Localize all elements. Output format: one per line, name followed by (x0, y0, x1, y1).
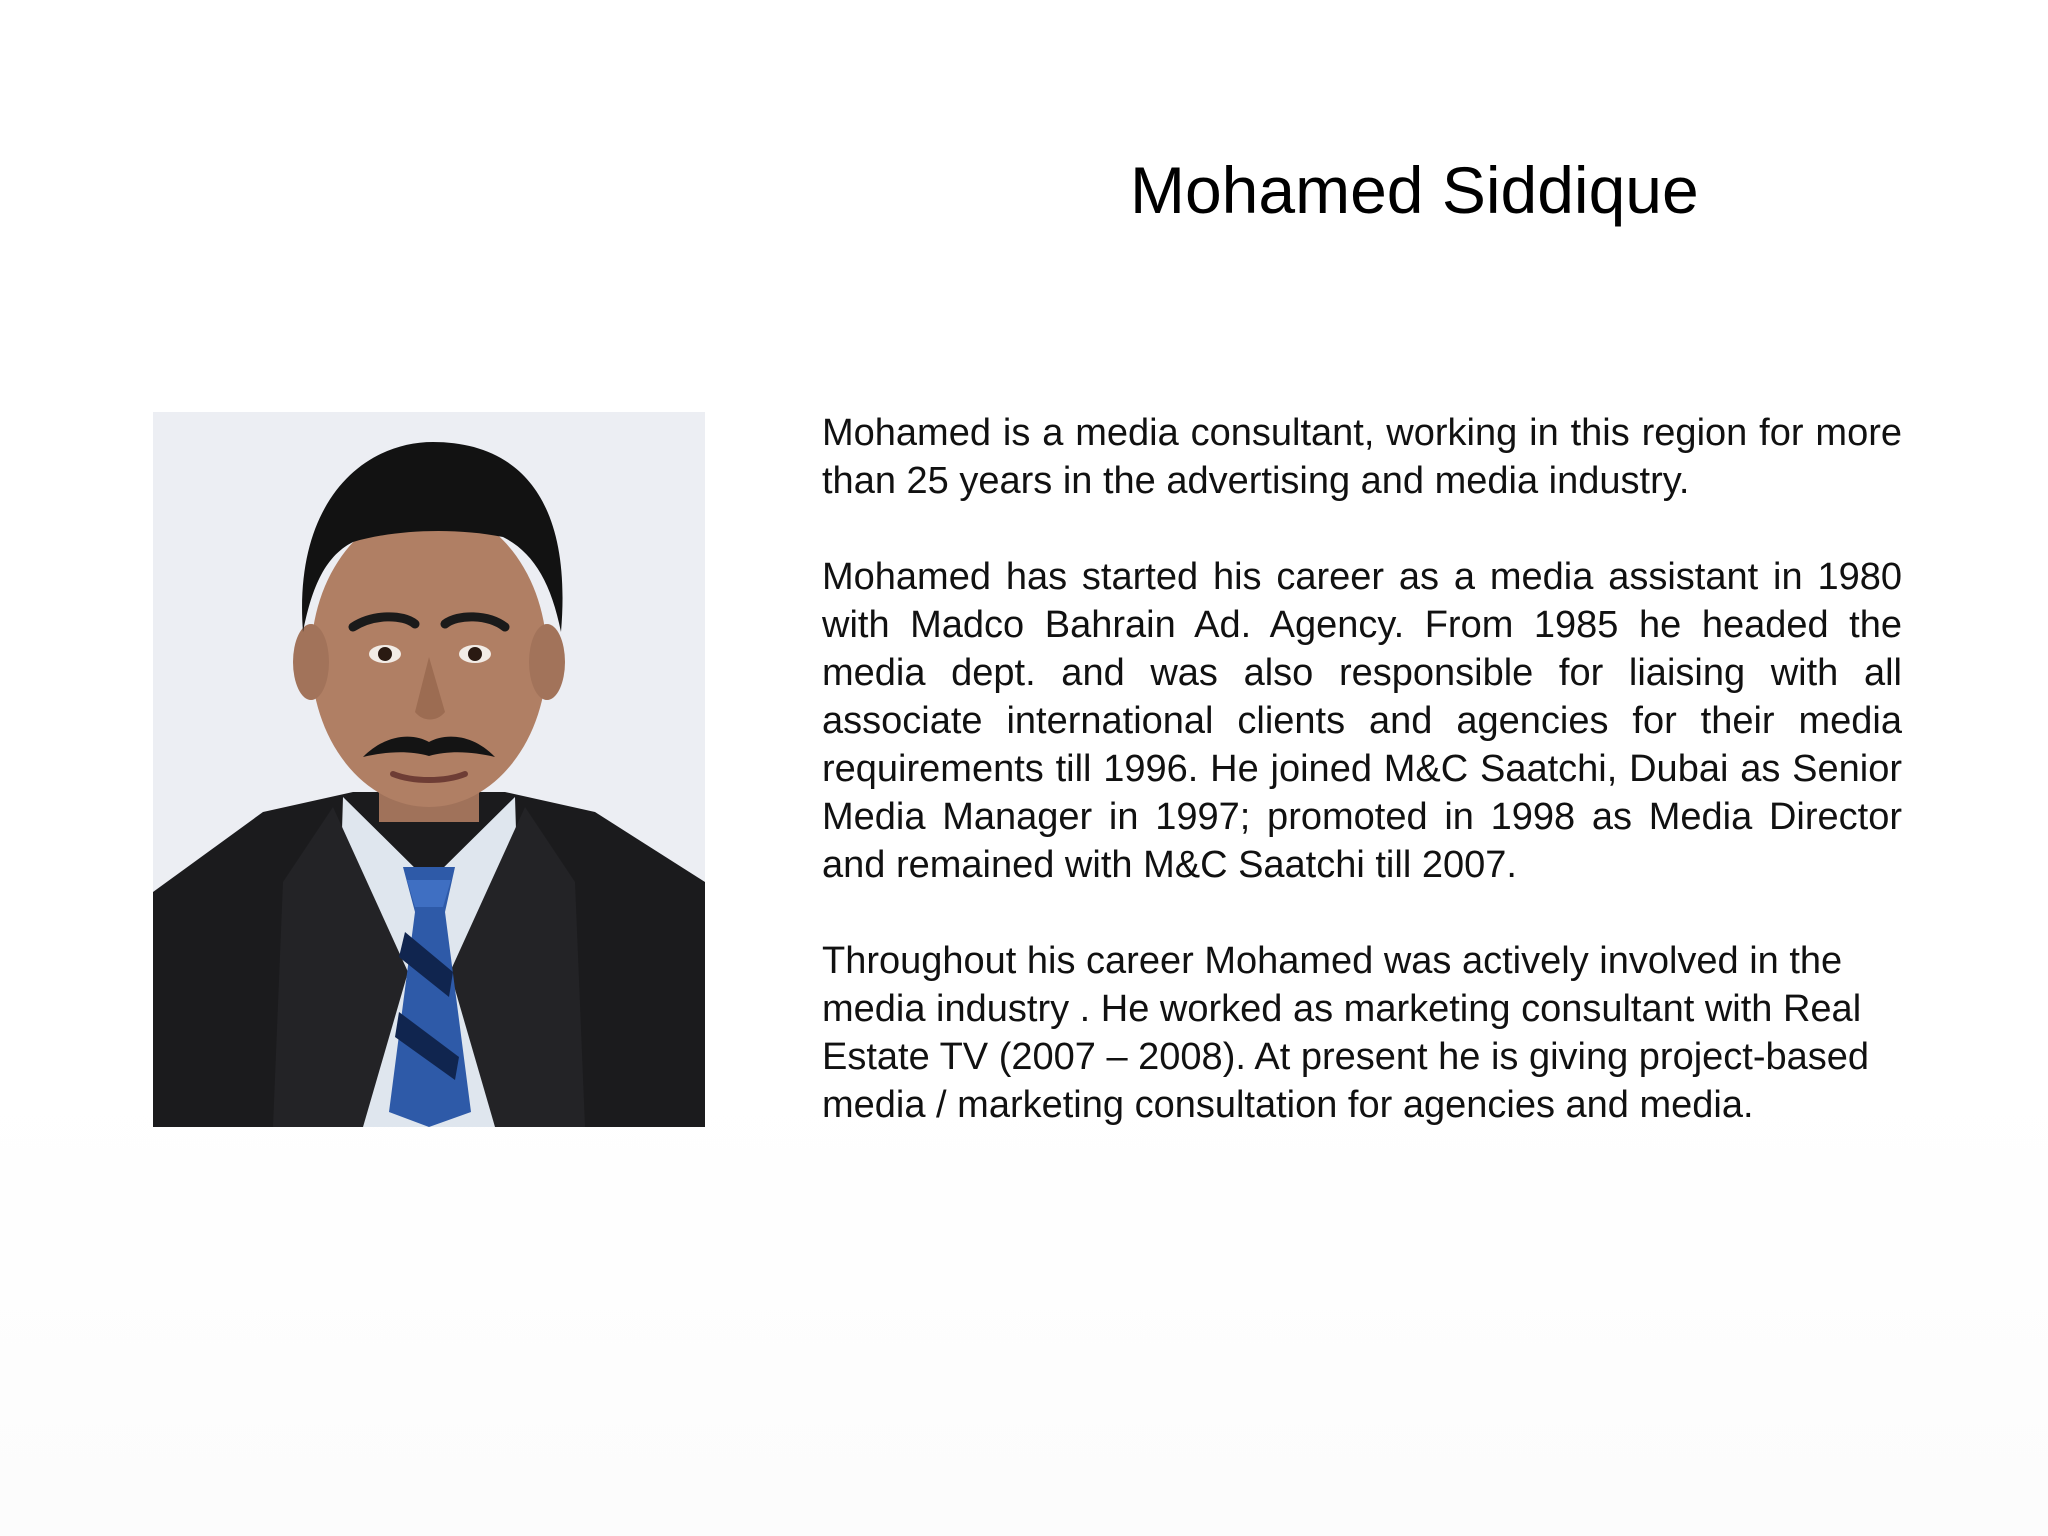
bio-paragraph: Mohamed is a media consultant, working in this region for more than 25 years in the advertising and media industry. (822, 412, 1902, 502)
biography-text (822, 409, 1902, 1177)
slide-title: Mohamed Siddique (1130, 153, 1699, 227)
portrait-photo (153, 412, 705, 1127)
portrait-illustration (153, 412, 705, 1127)
bio-paragraph: Mohamed has started his career as a media assistant in 1980 with Madco Bahrain Ad. Agency. From 1985 he headed the media dept. and was also responsible for liaising with all associate international clients and agencies for their media requirements till 1996. He joined M&C Saatchi, Dubai as Senior Media Manager in 1997; promoted in 1998 as Media Director and remained with M&C Saatchi till 2007. (822, 556, 1902, 886)
bio-paragraph: Throughout his career Mohamed was actively involved in the media industry . He worked as marketing consultant with Real Estate TV (2007 – 2008). At present he is giving project-based media / marketing consultation for agencies and media. (822, 940, 1870, 1126)
